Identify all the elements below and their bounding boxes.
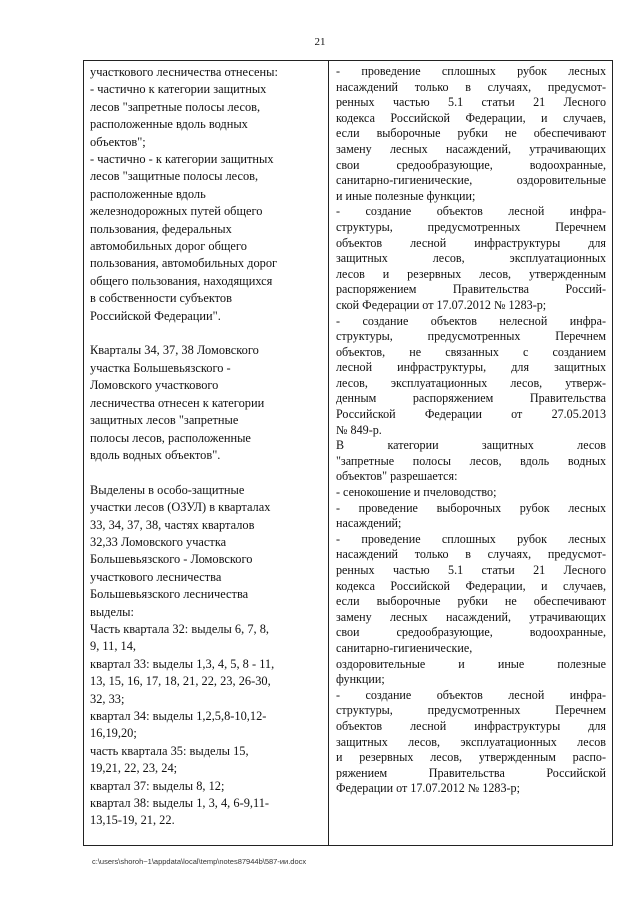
left-text-line: выделы:	[90, 604, 134, 619]
left-text-line: Большевьязского - Ломовского	[90, 552, 253, 567]
document-table	[83, 60, 613, 846]
left-text-line: 13, 15, 16, 17, 18, 21, 22, 23, 26-30,	[90, 674, 271, 689]
left-text-line: 13,15-19, 21, 22.	[90, 813, 175, 828]
right-text-line: если выборочные рубки не обеспечивают	[336, 126, 606, 141]
left-text-line: общего пользования, находящихся	[90, 273, 273, 288]
left-text-line: автомобильных дорог общего	[90, 239, 247, 254]
right-text-line: свои средообразующие, водоохранные,	[336, 157, 606, 172]
right-text-line: функции;	[336, 672, 385, 687]
right-text-line: оздоровительные и иные полезные	[336, 656, 606, 671]
right-text-line: объектов лесной инфраструктуры для	[336, 718, 606, 733]
right-text-line: ренных частью 5.1 статьи 21 Лесного	[336, 563, 606, 577]
right-text-line: - проведение сплошных рубок лесных	[336, 64, 606, 78]
left-text-line: Выделены в особо-защитные	[90, 482, 245, 497]
right-text-line: замену лесных насаждений, утрачивающих	[336, 609, 606, 624]
left-text-line: квартал 37: выделы 8, 12;	[90, 778, 225, 793]
right-text-line: ряжением Правительства Российской	[336, 765, 606, 780]
right-text-line: насаждений только в случаях, предусмот-	[336, 79, 606, 94]
left-text-line: пользования, федеральных	[90, 221, 232, 236]
left-text-line: лесничества отнесен к категории	[90, 395, 265, 410]
right-text-line: насаждений;	[336, 516, 402, 531]
right-text-line: - создание объектов лесной инфра-	[336, 687, 606, 702]
right-text-line: объектов" разрешается:	[336, 469, 458, 484]
right-text-line: № 849-р.	[336, 422, 382, 437]
left-text-line: пользования, автомобильных дорог	[90, 256, 278, 271]
left-text-line: 16,19,20;	[90, 726, 137, 741]
right-text-line: лесов и резервных лесов, утвержденным	[336, 266, 606, 281]
right-text-line: - сенокошение и пчеловодство;	[336, 485, 497, 500]
left-text-line: часть квартала 35: выделы 15,	[90, 743, 249, 758]
left-text-line: лесов "защитные полосы лесов,	[90, 169, 259, 184]
left-text-line: Кварталы 34, 37, 38 Ломовского	[90, 343, 259, 358]
left-text-line: Большевьязского лесничества	[90, 587, 249, 602]
left-text-line: участки лесов (ОЗУЛ) в кварталах	[90, 500, 271, 515]
left-text-line: 32,33 Ломовского участка	[90, 534, 227, 549]
left-text-line: квартал 38: выделы 1, 3, 4, 6-9,11-	[90, 796, 270, 811]
right-text-line: Федерации от 17.07.2012 № 1283-р;	[336, 781, 520, 796]
paragraph-gap	[90, 325, 322, 342]
left-text-line: лесов "запретные полосы лесов,	[90, 99, 261, 114]
left-text-line: вдоль водных объектов".	[90, 447, 221, 462]
left-text-line: 9, 11, 14,	[90, 639, 137, 654]
right-text-line: - создание объектов нелесной инфра-	[336, 313, 606, 328]
left-text-line: расположенные вдоль	[90, 186, 206, 201]
left-text-line: 32, 33;	[90, 691, 125, 706]
left-text-line: объектов";	[90, 134, 146, 149]
right-text-line: насаждений только в случаях, предусмот-	[336, 547, 606, 562]
right-text-line: если выборочные рубки не обеспечивают	[336, 594, 606, 609]
right-text-line: структуры, предусмотренных Перечнем	[336, 703, 606, 718]
right-text-line: денным распоряжением Правительства	[336, 391, 606, 406]
right-text-line: объектов лесной инфраструктуры для	[336, 235, 606, 250]
right-text-line: защитных лесов, эксплуатационных лесов	[336, 734, 606, 749]
footer-file-path: c:\users\shoroh~1\appdata\local\temp\notes87944b\587-ии.docx	[92, 857, 307, 866]
left-text-line: участка Большевьязского -	[90, 360, 231, 375]
left-text-line: - частично к категории защитных	[90, 82, 267, 97]
right-text-line: замену лесных насаждений, утрачивающих	[336, 141, 606, 156]
right-text-line: структуры, предусмотренных Перечнем	[336, 329, 606, 344]
right-text-line: - проведение сплошных рубок лесных	[336, 531, 606, 546]
right-text-line: санитарно-гигиенические, оздоровительные	[336, 173, 606, 188]
right-text-line: защитных лесов, эксплуатационных	[336, 251, 606, 266]
left-text-line: - частично - к категории защитных	[90, 152, 274, 167]
right-text-line: распоряжением Правительства Россий-	[336, 282, 606, 297]
left-text-line: защитных лесов "запретные	[90, 413, 239, 428]
left-text-line: Российской Федерации".	[90, 308, 221, 323]
left-text-line: квартал 33: выделы 1,3, 4, 5, 8 - 11,	[90, 656, 275, 671]
right-text-line: объектов, не связанных с созданием	[336, 344, 606, 359]
left-text-line: участкового лесничества	[90, 569, 222, 584]
right-text-line: лесной инфраструктуры, для защитных	[336, 360, 606, 375]
right-text-line: кодекса Российской Федерации, и случаев,	[336, 578, 606, 593]
right-text-line: санитарно-гигиенические,	[336, 640, 473, 655]
page-number: 21	[314, 36, 326, 48]
left-text-line: Часть квартала 32: выделы 6, 7, 8,	[90, 621, 269, 636]
right-text-line: В категории защитных лесов	[336, 438, 606, 453]
right-text-line: ской Федерации от 17.07.2012 № 1283-р;	[336, 297, 547, 312]
right-text-line: свои средообразующие, водоохранные,	[336, 625, 606, 640]
right-text-line: кодекса Российской Федерации, и случаев,	[336, 110, 606, 125]
left-text-line: участкового лесничества отнесены:	[90, 65, 278, 79]
left-text-line: полосы лесов, расположенные	[90, 430, 251, 445]
left-text-line: 33, 34, 37, 38, частях кварталов	[90, 517, 255, 532]
right-text-line: лесов, эксплуатационных лесов, утверж-	[336, 375, 606, 390]
paragraph-gap	[90, 464, 322, 481]
right-text-line: Российской Федерации от 27.05.2013	[336, 407, 606, 422]
left-text-line: в собственности субъектов	[90, 291, 232, 306]
left-text-line: расположенные вдоль водных	[90, 117, 248, 132]
right-text-line: структуры, предусмотренных Перечнем	[336, 219, 606, 234]
right-text-line: - проведение выборочных рубок лесных	[336, 500, 606, 515]
left-text-line: 19,21, 22, 23, 24;	[90, 761, 178, 776]
left-text-line: квартал 34: выделы 1,2,5,8-10,12-	[90, 709, 267, 723]
left-column	[84, 61, 329, 845]
left-text-line: Ломовского участкового	[90, 378, 219, 393]
right-text-line: ренных частью 5.1 статьи 21 Лесного	[336, 95, 606, 110]
right-text-line: "запретные полосы лесов, вдоль водных	[336, 453, 606, 468]
right-text-line: - создание объектов лесной инфра-	[336, 204, 606, 219]
right-text-line: и резервных лесов, утвержденным распо-	[336, 750, 606, 765]
right-column	[329, 61, 612, 845]
left-text-line: железнодорожных путей общего	[90, 204, 263, 219]
right-text-line: и иные полезные функции;	[336, 188, 476, 203]
